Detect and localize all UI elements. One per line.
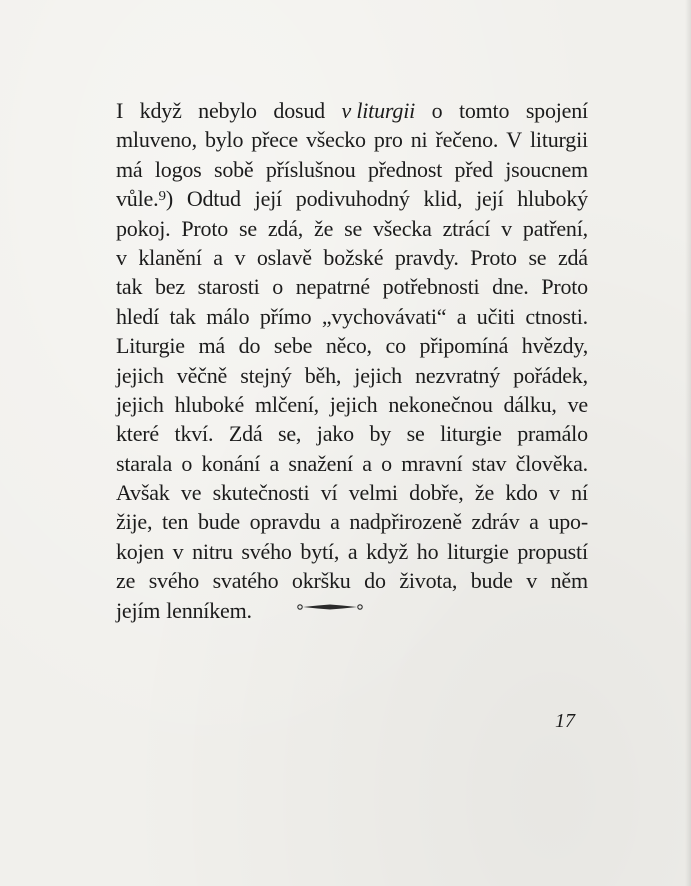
word: zdráv bbox=[471, 509, 520, 535]
word: jejich bbox=[116, 362, 164, 388]
word: ví bbox=[320, 480, 338, 506]
word: liturgie bbox=[447, 538, 509, 564]
word: nitru bbox=[192, 538, 233, 564]
word: vůle.⁹) bbox=[116, 186, 173, 212]
word: člověka. bbox=[515, 450, 588, 476]
word: okršku bbox=[291, 568, 351, 594]
word: co bbox=[385, 333, 406, 359]
word: nekonečnou bbox=[388, 391, 493, 417]
word: jejich bbox=[116, 391, 164, 417]
word: podivuhodný bbox=[295, 186, 410, 212]
word: se bbox=[238, 215, 257, 241]
text-line bbox=[116, 449, 588, 478]
text-line bbox=[116, 566, 588, 595]
word: v bbox=[549, 480, 560, 506]
word: v bbox=[172, 538, 184, 564]
word: se bbox=[528, 244, 547, 270]
word: do bbox=[364, 568, 386, 594]
text-line bbox=[116, 419, 588, 448]
word: liturgie bbox=[440, 421, 502, 447]
word: zdá bbox=[557, 244, 588, 270]
word: starosti bbox=[197, 274, 260, 300]
word: Proto bbox=[541, 274, 588, 300]
italic-term: v liturgii bbox=[341, 98, 416, 123]
word: má bbox=[198, 333, 225, 359]
word: před bbox=[454, 156, 493, 182]
word: něco, bbox=[325, 333, 372, 359]
word: žije, bbox=[116, 509, 153, 535]
word: něm bbox=[550, 568, 588, 594]
word: dálku, bbox=[503, 391, 557, 417]
word: opravdu bbox=[249, 509, 321, 535]
word: snažení bbox=[288, 450, 353, 476]
text-line bbox=[116, 361, 588, 390]
body-text bbox=[116, 96, 588, 625]
word: bytí, bbox=[300, 538, 340, 564]
word: logos bbox=[154, 156, 202, 182]
word: o bbox=[431, 98, 443, 123]
word: pokoj. bbox=[116, 215, 171, 241]
word: V bbox=[506, 127, 522, 153]
word: nadpřirozeně bbox=[349, 509, 462, 535]
word: dobře, bbox=[409, 480, 464, 506]
word: života, bbox=[399, 568, 458, 594]
word: konání bbox=[201, 450, 261, 476]
word: bez bbox=[154, 274, 185, 300]
word: kdo bbox=[505, 480, 538, 506]
word: učiti bbox=[476, 303, 515, 329]
word: mravní bbox=[401, 450, 463, 476]
word: a bbox=[269, 450, 280, 476]
page-number: 17 bbox=[555, 710, 575, 732]
text-line bbox=[116, 214, 588, 243]
word: o bbox=[381, 450, 392, 476]
text-line bbox=[116, 478, 588, 507]
word: pořádek, bbox=[513, 362, 588, 388]
word: lenníkem. bbox=[166, 597, 252, 623]
word: I bbox=[116, 98, 124, 123]
word: spojení bbox=[525, 98, 588, 123]
word: a bbox=[456, 303, 467, 329]
word: starala bbox=[116, 450, 173, 476]
word: jako bbox=[316, 421, 354, 447]
word: oslavě bbox=[256, 244, 312, 270]
word: skutečnosti bbox=[212, 480, 310, 506]
word: velmi bbox=[348, 480, 398, 506]
word: přímo bbox=[259, 303, 312, 329]
word: patření, bbox=[522, 215, 588, 241]
word: „vychovávati“ bbox=[321, 303, 447, 329]
word: příslušnou bbox=[265, 156, 356, 182]
word: stejný bbox=[240, 362, 292, 388]
word: Liturgie bbox=[116, 333, 185, 359]
word: málo bbox=[206, 303, 250, 329]
text-line bbox=[116, 155, 588, 184]
word: hvězdy, bbox=[521, 333, 588, 359]
word: klanění bbox=[138, 244, 202, 270]
word: nebylo bbox=[198, 98, 257, 123]
word: ze bbox=[116, 568, 136, 594]
word: hledí bbox=[116, 303, 159, 329]
word: Proto bbox=[181, 215, 229, 241]
word: pro bbox=[373, 127, 403, 153]
word: ni bbox=[410, 127, 428, 153]
word: a bbox=[330, 509, 340, 535]
word: nepatrné bbox=[295, 274, 370, 300]
text-line bbox=[116, 537, 588, 566]
word: pramálo bbox=[517, 421, 588, 447]
word: potřebnosti bbox=[382, 274, 480, 300]
word: jsoucnem bbox=[505, 156, 588, 182]
word: Odtud bbox=[186, 186, 241, 212]
word: a bbox=[213, 244, 223, 270]
word: bude bbox=[470, 568, 513, 594]
word: věčně bbox=[176, 362, 228, 388]
word: se bbox=[344, 215, 363, 241]
word: tak bbox=[169, 303, 196, 329]
word: že bbox=[314, 215, 334, 241]
word: v bbox=[234, 244, 246, 270]
word: běh, bbox=[304, 362, 342, 388]
ornament-divider bbox=[296, 600, 364, 614]
word: hluboké bbox=[174, 391, 245, 417]
word: všecka bbox=[372, 215, 432, 241]
text-line bbox=[116, 302, 588, 331]
word: že bbox=[474, 480, 495, 506]
word: o bbox=[181, 450, 193, 476]
word: svatého bbox=[212, 568, 279, 594]
word: které bbox=[116, 421, 159, 447]
word: řečeno. bbox=[435, 127, 499, 153]
word: jejich bbox=[354, 362, 402, 388]
word: by bbox=[369, 421, 392, 447]
page-edge-shadow bbox=[685, 0, 691, 886]
word: Zdá bbox=[228, 421, 263, 447]
word: a bbox=[347, 538, 358, 564]
word: kojen bbox=[116, 538, 164, 564]
word: upo- bbox=[548, 509, 588, 535]
word: ztrácí bbox=[442, 215, 491, 241]
word: pravdy. bbox=[394, 244, 459, 270]
word: se bbox=[406, 421, 425, 447]
text-line bbox=[116, 331, 588, 360]
word: svého bbox=[241, 538, 292, 564]
text-line bbox=[116, 125, 588, 154]
word: stav bbox=[471, 450, 507, 476]
word: mlčení, bbox=[254, 391, 319, 417]
word: má bbox=[116, 156, 143, 182]
word: klid, bbox=[423, 186, 463, 212]
text-line bbox=[116, 390, 588, 419]
word: dosud bbox=[273, 98, 325, 123]
text-line bbox=[116, 184, 588, 213]
word: sebe bbox=[273, 333, 313, 359]
word: její bbox=[476, 186, 504, 212]
word: mluveno, bbox=[116, 127, 197, 153]
word: dne. bbox=[492, 274, 529, 300]
word: v bbox=[501, 215, 512, 241]
word: ho bbox=[416, 538, 439, 564]
word: božské bbox=[323, 244, 384, 270]
word: Proto bbox=[470, 244, 517, 270]
word: bude bbox=[197, 509, 240, 535]
word: nezvratný bbox=[415, 362, 501, 388]
word: když bbox=[139, 98, 182, 123]
word: Avšak bbox=[116, 480, 170, 506]
word: a bbox=[529, 509, 539, 535]
word: tak bbox=[116, 274, 143, 300]
word: přece bbox=[251, 127, 298, 153]
word: ní bbox=[571, 480, 588, 506]
word: připomíná bbox=[419, 333, 509, 359]
text-line bbox=[116, 272, 588, 301]
word: v bbox=[116, 244, 127, 270]
word: všecko bbox=[305, 127, 366, 153]
word: ve bbox=[567, 391, 588, 417]
word: v bbox=[526, 568, 538, 594]
word: ctnosti. bbox=[525, 303, 588, 329]
word: liturgii bbox=[530, 127, 588, 153]
word: její bbox=[254, 186, 282, 212]
word: a bbox=[362, 450, 372, 476]
word: ten bbox=[161, 509, 189, 535]
text-line bbox=[116, 243, 588, 272]
word: se, bbox=[278, 421, 302, 447]
text-line bbox=[116, 96, 588, 125]
word: tkví. bbox=[174, 421, 214, 447]
word: propustí bbox=[517, 538, 588, 564]
word: o bbox=[272, 274, 284, 300]
word: sobě bbox=[213, 156, 254, 182]
word: tomto bbox=[458, 98, 510, 123]
word: jejím bbox=[116, 597, 161, 623]
word: hluboký bbox=[517, 186, 588, 212]
word: jejich bbox=[329, 391, 378, 417]
word: svého bbox=[148, 568, 200, 594]
word: ve bbox=[180, 480, 202, 506]
word: bylo bbox=[204, 127, 244, 153]
word: přednost bbox=[367, 156, 443, 182]
word: do bbox=[238, 333, 261, 359]
text-line bbox=[116, 507, 588, 536]
word: zdá, bbox=[267, 215, 304, 241]
word: když bbox=[366, 538, 409, 564]
